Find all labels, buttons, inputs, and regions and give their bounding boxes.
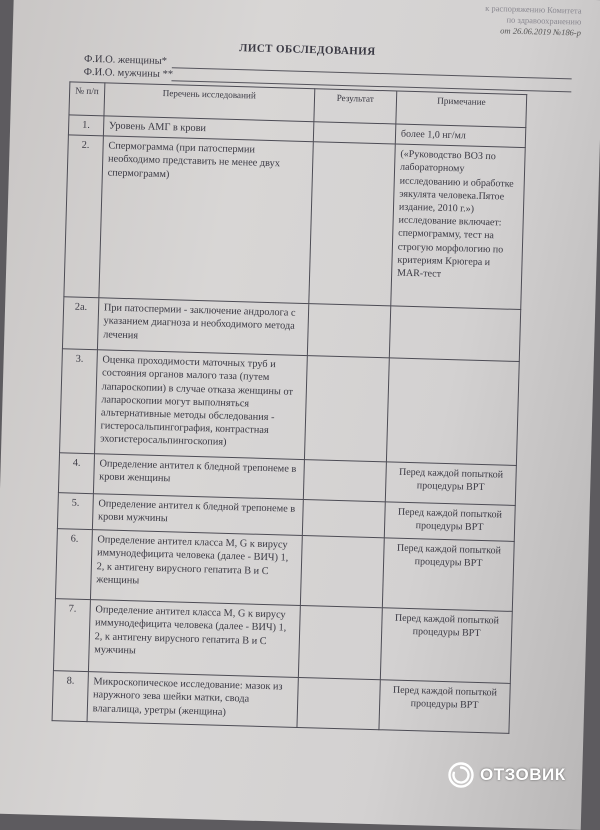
row-note: более 1,0 нг/мл xyxy=(395,124,526,148)
fio-male-label: Ф.И.О. мужчины ** xyxy=(83,66,174,81)
row-result[interactable] xyxy=(307,304,391,358)
row-item: Определение антител класса M, G к вирусу иммунодефицита человека (далее - ВИЧ) 1, 2, к антигену вирусного гепатита В и С женщины xyxy=(90,530,302,606)
row-number: 5. xyxy=(57,493,93,530)
row-item: Определение антител к бледной трепонеме в крови мужчины xyxy=(92,494,303,536)
row-result[interactable] xyxy=(303,460,386,502)
row-item: При патоспермии - заключение андролога с указанием диагноза и необходимого метода лечения xyxy=(97,298,308,356)
row-item: Оценка проходимости маточных труб и состояния органов малого таза (путем лапароскопии) в случае отказа женщины от лапароскопии могут выполняться альтернативные методы обследования - гистеросальпингография, контрастная эхогистеросальпингоскопия) xyxy=(94,350,307,460)
row-note xyxy=(386,358,519,466)
row-number: 6. xyxy=(55,529,92,600)
column-header-number: № п/п xyxy=(69,82,105,116)
table-row xyxy=(53,599,512,684)
row-result[interactable] xyxy=(302,500,385,538)
row-result[interactable] xyxy=(313,122,396,144)
row-note: Перед каждой попыткой процедуры ВРТ xyxy=(382,538,514,612)
row-result[interactable] xyxy=(300,536,384,608)
column-header-result: Результат xyxy=(313,89,396,124)
row-number: 7. xyxy=(53,599,90,672)
otzovik-logo-icon xyxy=(448,762,474,788)
row-result[interactable] xyxy=(298,606,382,680)
row-note xyxy=(389,306,520,362)
row-item: Определение антител к бледной трепонеме в крови женщины xyxy=(93,454,304,500)
fio-female-field[interactable] xyxy=(172,67,572,79)
fio-male-row xyxy=(84,67,174,80)
table-row xyxy=(55,529,514,612)
row-note: («Руководство ВОЗ по лабораторному исследованию и обработке эякулята человека.Пятое издание, 2010 г.») исследование включает: спермограмму, тест на строгую морфологию по критериям Крюгера и MAR-тест xyxy=(391,144,526,310)
examination-table xyxy=(52,81,528,734)
fio-female-row xyxy=(84,54,167,67)
approval-line-2: по здравоохранению xyxy=(506,14,582,27)
approval-line-3: от 26.06.2019 №186-р xyxy=(500,25,582,38)
row-note: Перед каждой попыткой процедуры ВРТ xyxy=(385,462,516,506)
watermark xyxy=(448,760,566,790)
row-note: Перед каждой попыткой процедуры ВРТ xyxy=(379,680,510,734)
table-body xyxy=(52,115,526,734)
row-item: Определение антител класса M, G к вирусу иммунодефицита человека (далее - ВИЧ) 1, 2, к антигену вирусного гепатита В и С мужчины xyxy=(88,600,300,678)
row-note: Перед каждой попыткой процедуры ВРТ xyxy=(384,502,515,542)
column-header-item: Перечень исследований xyxy=(104,83,315,122)
fio-female-label: Ф.И.О. женщины* xyxy=(83,53,168,68)
watermark-text: ОТЗОВИК xyxy=(480,765,566,784)
row-number: 3. xyxy=(60,349,98,454)
approval-line-1: к распоряжению Комитета xyxy=(485,2,582,16)
row-item: Спермограмма (при патоспермии необходимо представить не менее двух спермограмм) xyxy=(99,136,313,304)
row-number: 1. xyxy=(68,115,103,136)
row-number: 2а. xyxy=(62,297,98,350)
row-number: 8. xyxy=(52,671,88,722)
row-number: 2. xyxy=(64,135,103,298)
document-title: ЛИСТ ОБСЛЕДОВАНИЯ xyxy=(239,42,376,58)
row-item: Уровень АМГ в крови xyxy=(103,116,313,142)
row-result[interactable] xyxy=(308,142,395,306)
row-number: 4. xyxy=(58,453,94,494)
column-header-note: Примечание xyxy=(396,91,527,128)
table-row xyxy=(64,135,525,310)
table-row xyxy=(60,349,520,466)
row-note: Перед каждой попыткой процедуры ВРТ xyxy=(380,608,512,684)
approval-note xyxy=(441,2,582,39)
row-item: Микроскопическое исследование: мазок из наружного зева шейки матки, свода влагалища, уретры (женщина) xyxy=(87,672,298,728)
row-result[interactable] xyxy=(304,356,389,462)
row-result[interactable] xyxy=(296,678,380,730)
